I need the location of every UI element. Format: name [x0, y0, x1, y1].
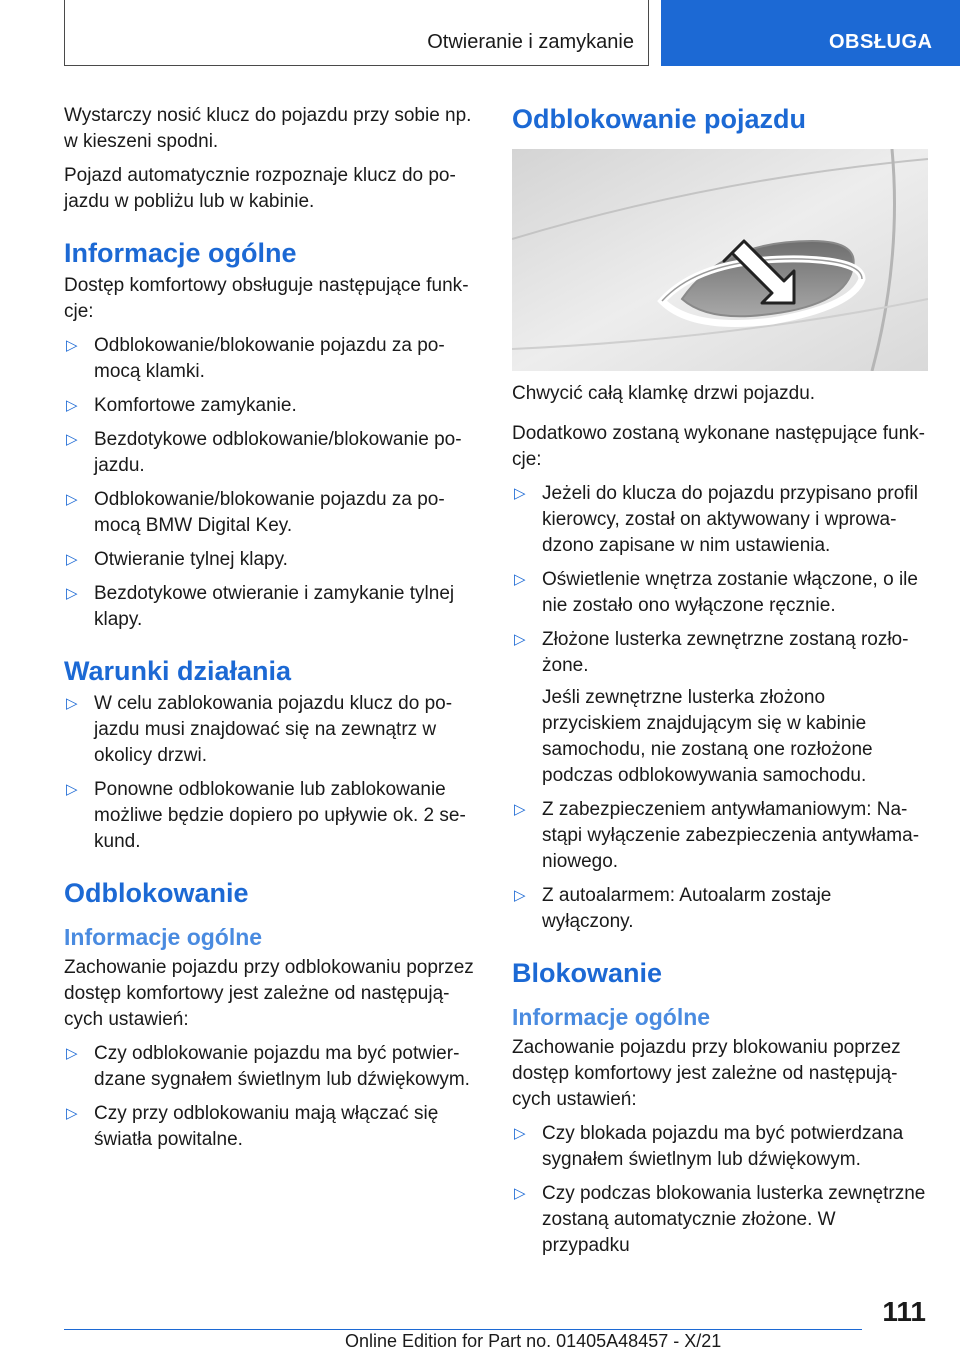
triangle-bullet-icon: ▷ — [514, 631, 526, 648]
list-item: ▷ W celu zablokowania pojazdu klucz do pojazdu musi znajdować się na zewnątrz w okolicy drzwi. — [66, 693, 453, 766]
list-item: ▷ Złożone lusterka zewnętrzne zostaną rozłożone. Jeśli zewnętrzne lusterka złożono przyciskiem znajdującym się w kabinie samochodu, nie zostaną one rozłożone podczas odblokowywania samochodu. — [512, 627, 928, 789]
list-item: ▷ Z zabezpieczeniem antywłamaniowym: Nastąpi wyłączenie zabezpieczenia antywłamaniowego. — [514, 799, 920, 872]
locking-paragraph: Zachowanie pojazdu przy blokowaniu poprzez dostęp komfortowy jest zależne od następujących ustawień: — [512, 1037, 901, 1110]
intro-paragraph: Pojazd automatycznie rozpoznaje klucz do pojazdu w pobliżu lub w kabinie. — [64, 165, 456, 212]
triangle-bullet-icon: ▷ — [514, 485, 526, 502]
header-chapter-tab — [661, 0, 960, 66]
right-column — [512, 103, 928, 1267]
triangle-bullet-icon: ▷ — [514, 1125, 526, 1142]
triangle-bullet-icon: ▷ — [66, 491, 78, 508]
list-item: ▷ Komfortowe zamykanie. — [64, 393, 478, 419]
triangle-bullet-icon: ▷ — [514, 887, 526, 904]
heading-unlocking: Odblokowanie — [64, 878, 249, 908]
footer-divider — [64, 1329, 862, 1330]
general-paragraph: Dostęp komfortowy obsługuje następujące funkcje: — [64, 275, 469, 322]
intro-paragraph: Wystarczy nosić klucz do pojazdu przy sobie np. w kieszeni spodni. — [64, 105, 472, 152]
list-item: ▷ Oświetlenie wnętrza zostanie włączone, o ile nie zostało ono wyłączone ręcznie. — [514, 569, 918, 616]
triangle-bullet-icon: ▷ — [66, 431, 78, 448]
door-handle-illustration — [512, 149, 928, 371]
unlocking-paragraph: Zachowanie pojazdu przy odblokowaniu poprzez dostęp komfortowy jest zależne od następujących ustawień: — [64, 957, 474, 1030]
list-item: ▷ Z autoalarmem: Autoalarm zostaje wyłączony. — [514, 885, 832, 932]
triangle-bullet-icon: ▷ — [514, 1185, 526, 1202]
locking-list — [512, 1121, 928, 1259]
triangle-bullet-icon: ▷ — [66, 397, 78, 414]
list-item: ▷ Odblokowanie/blokowanie pojazdu za pomocą klamki. — [66, 335, 445, 382]
unlocking-list — [64, 1041, 478, 1153]
list-item: ▷ Odblokowanie/blokowanie pojazdu za pomocą BMW Digital Key. — [66, 489, 445, 536]
left-column — [64, 103, 478, 1161]
triangle-bullet-icon: ▷ — [514, 571, 526, 588]
page-number: 111 — [882, 1296, 926, 1327]
triangle-bullet-icon: ▷ — [66, 781, 78, 798]
list-item: ▷ Czy podczas blokowania lusterka zewnętrzne zostaną automatycznie złożone. W przypadku — [514, 1183, 926, 1256]
subheading-unlocking-general: Informacje ogólne — [64, 924, 263, 950]
heading-locking: Blokowanie — [512, 958, 663, 988]
list-item: ▷ Bezdotykowe otwieranie i zamykanie tylnej klapy. — [66, 583, 455, 630]
triangle-bullet-icon: ▷ — [66, 695, 78, 712]
header-chapter-title: OBSŁUGA — [829, 31, 933, 53]
heading-conditions: Warunki działania — [64, 656, 292, 686]
triangle-bullet-icon: ▷ — [514, 801, 526, 818]
triangle-bullet-icon: ▷ — [66, 337, 78, 354]
triangle-bullet-icon: ▷ — [66, 1045, 78, 1062]
header-section-box — [64, 0, 649, 66]
list-item: ▷ Ponowne odblokowanie lub zablokowanie możliwe będzie dopiero po upływie ok. 2 sekund. — [66, 779, 466, 852]
list-item: ▷ Czy blokada pojazdu ma być potwierdzana sygnałem świetlnym lub dźwiękowym. — [514, 1123, 904, 1170]
edition-footer: Online Edition for Part no. 01405A48457 - X/21 — [345, 1331, 722, 1351]
list-item: ▷ Czy przy odblokowaniu mają włączać się światła powitalne. — [66, 1103, 439, 1150]
general-list — [64, 333, 478, 633]
list-item: ▷ Otwieranie tylnej klapy. — [64, 547, 478, 573]
list-item: ▷ Czy odblokowanie pojazdu ma być potwierdzane sygnałem świetlnym lub dźwiękowym. — [66, 1043, 470, 1090]
image-caption: Chwycić całą klamkę drzwi pojazdu. — [512, 383, 816, 404]
triangle-bullet-icon: ▷ — [66, 585, 78, 602]
list-item: ▷ Jeżeli do klucza do pojazdu przypisano profil kierowcy, został on aktywowany i wprowadzono zapisane w nim ustawienia. — [514, 483, 918, 556]
conditions-list — [64, 691, 478, 855]
triangle-bullet-icon: ▷ — [66, 1105, 78, 1122]
heading-unlock-vehicle: Odblokowanie pojazdu — [512, 104, 807, 134]
triangle-bullet-icon: ▷ — [66, 551, 78, 568]
header-section-title: Otwieranie i zamykanie — [427, 31, 634, 53]
extra-functions-paragraph: Dodatkowo zostaną wykonane następujące funkcje: — [512, 423, 925, 470]
mirror-note: Jeśli zewnętrzne lusterka złożono przyciskiem znajdującym się w kabinie samochodu, nie zostaną one rozłożone podczas odblokowywania samochodu. — [542, 687, 873, 786]
list-item: ▷ Bezdotykowe odblokowanie/blokowanie pojazdu. — [66, 429, 462, 476]
extra-functions-list — [512, 481, 928, 935]
heading-general-info: Informacje ogólne — [64, 238, 297, 268]
subheading-locking-general: Informacje ogólne — [512, 1004, 711, 1030]
